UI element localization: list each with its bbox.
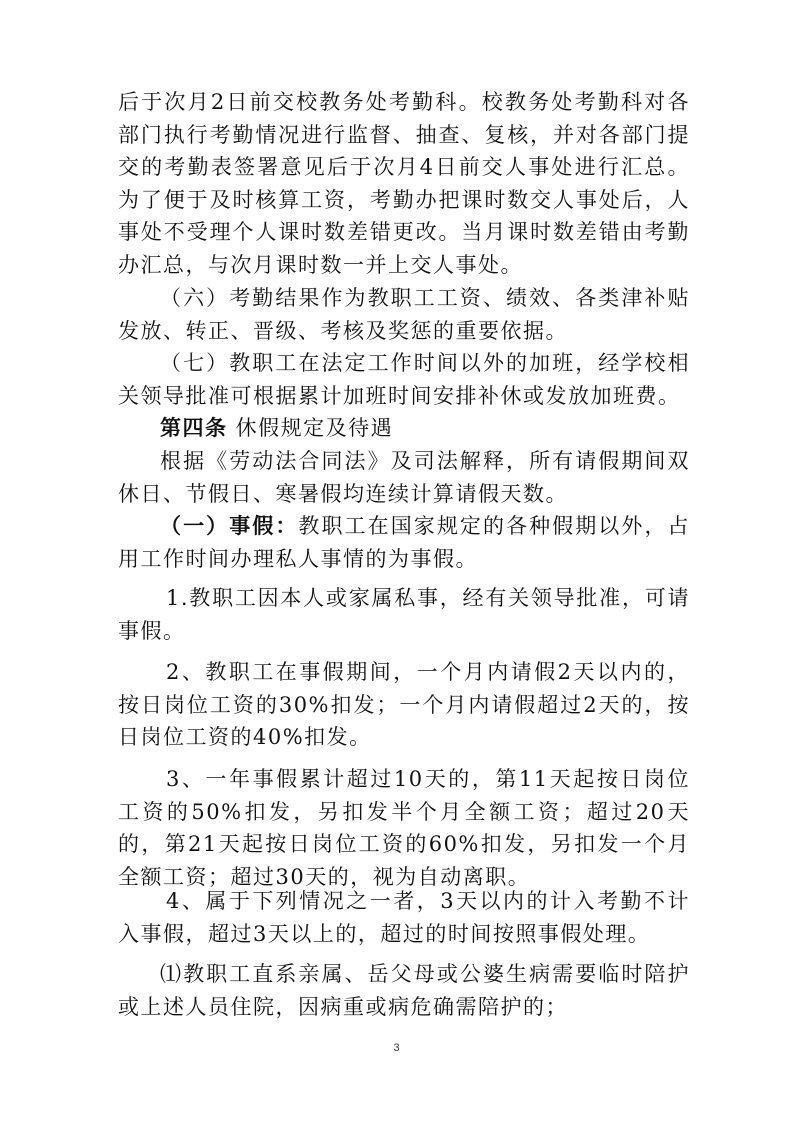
paragraph-rule-4: 4、属于下列情况之一者，3天以内的计入考勤不计入事假，超过3天以上的，超过的时间按照事假处理。 [118, 889, 690, 946]
paragraph-rule-3: 3、一年事假累计超过10天的，第11天起按日岗位工资的50%扣发，另扣发半个月全额工资；超过20天的，第21天起按日岗位工资的60%扣发，另扣发一个月全额工资；超过30天的，视为自动离职。 [118, 767, 690, 889]
article-4-title: 休假规定及待遇 [227, 416, 394, 440]
page-number: 3 [393, 1042, 400, 1054]
paragraph-labor-law: 根据《劳动法合同法》及司法解释，所有请假期间双休日、节假日、寒暑假均连续计算请假天数。 [118, 449, 690, 506]
paragraph-item-6: （六）考勤结果作为教职工工资、绩效、各类津补贴发放、转正、晋级、考核及奖惩的重要依据。 [118, 286, 690, 343]
personal-leave-label: （一）事假： [160, 513, 299, 538]
paragraph-attendance-process: 后于次月2日前交校教务处考勤科。校教务处考勤科对各部门执行考勤情况进行监督、抽查、复核，并对各部门提交的考勤表签署意见后于次月4日前交人事处进行汇总。为了便于及时核算工资，考勤办把课时数交人事处后，人事处不受理个人课时数差错更改。当月课时数差错由考勤办汇总，与次月课时数一并上交人事处。 [118, 90, 690, 277]
paragraph-personal-leave: （一）事假：教职工在国家规定的各种假期以外，占用工作时间办理私人事情的为事假。 [118, 513, 691, 571]
paragraph-item-7: （七）教职工在法定工作时间以外的加班，经学校相关领导批准可根据累计加班时间安排补休或发放加班费。 [118, 351, 690, 408]
paragraph-rule-2: 2、教职工在事假期间，一个月内请假2天以内的，按日岗位工资的30%扣发；一个月内请假超过2天的，按日岗位工资的40%扣发。 [118, 660, 690, 749]
paragraph-subrule-1: ⑴教职工直系亲属、岳父母或公婆生病需要临时陪护或上述人员住院，因病重或病危确需陪护的； [118, 962, 690, 1019]
article-4-heading [118, 412, 690, 445]
article-4-label: 第四条 [160, 415, 228, 440]
paragraph-rule-1: 1.教职工因本人或家属私事，经有关领导批准，可请事假。 [118, 586, 690, 643]
